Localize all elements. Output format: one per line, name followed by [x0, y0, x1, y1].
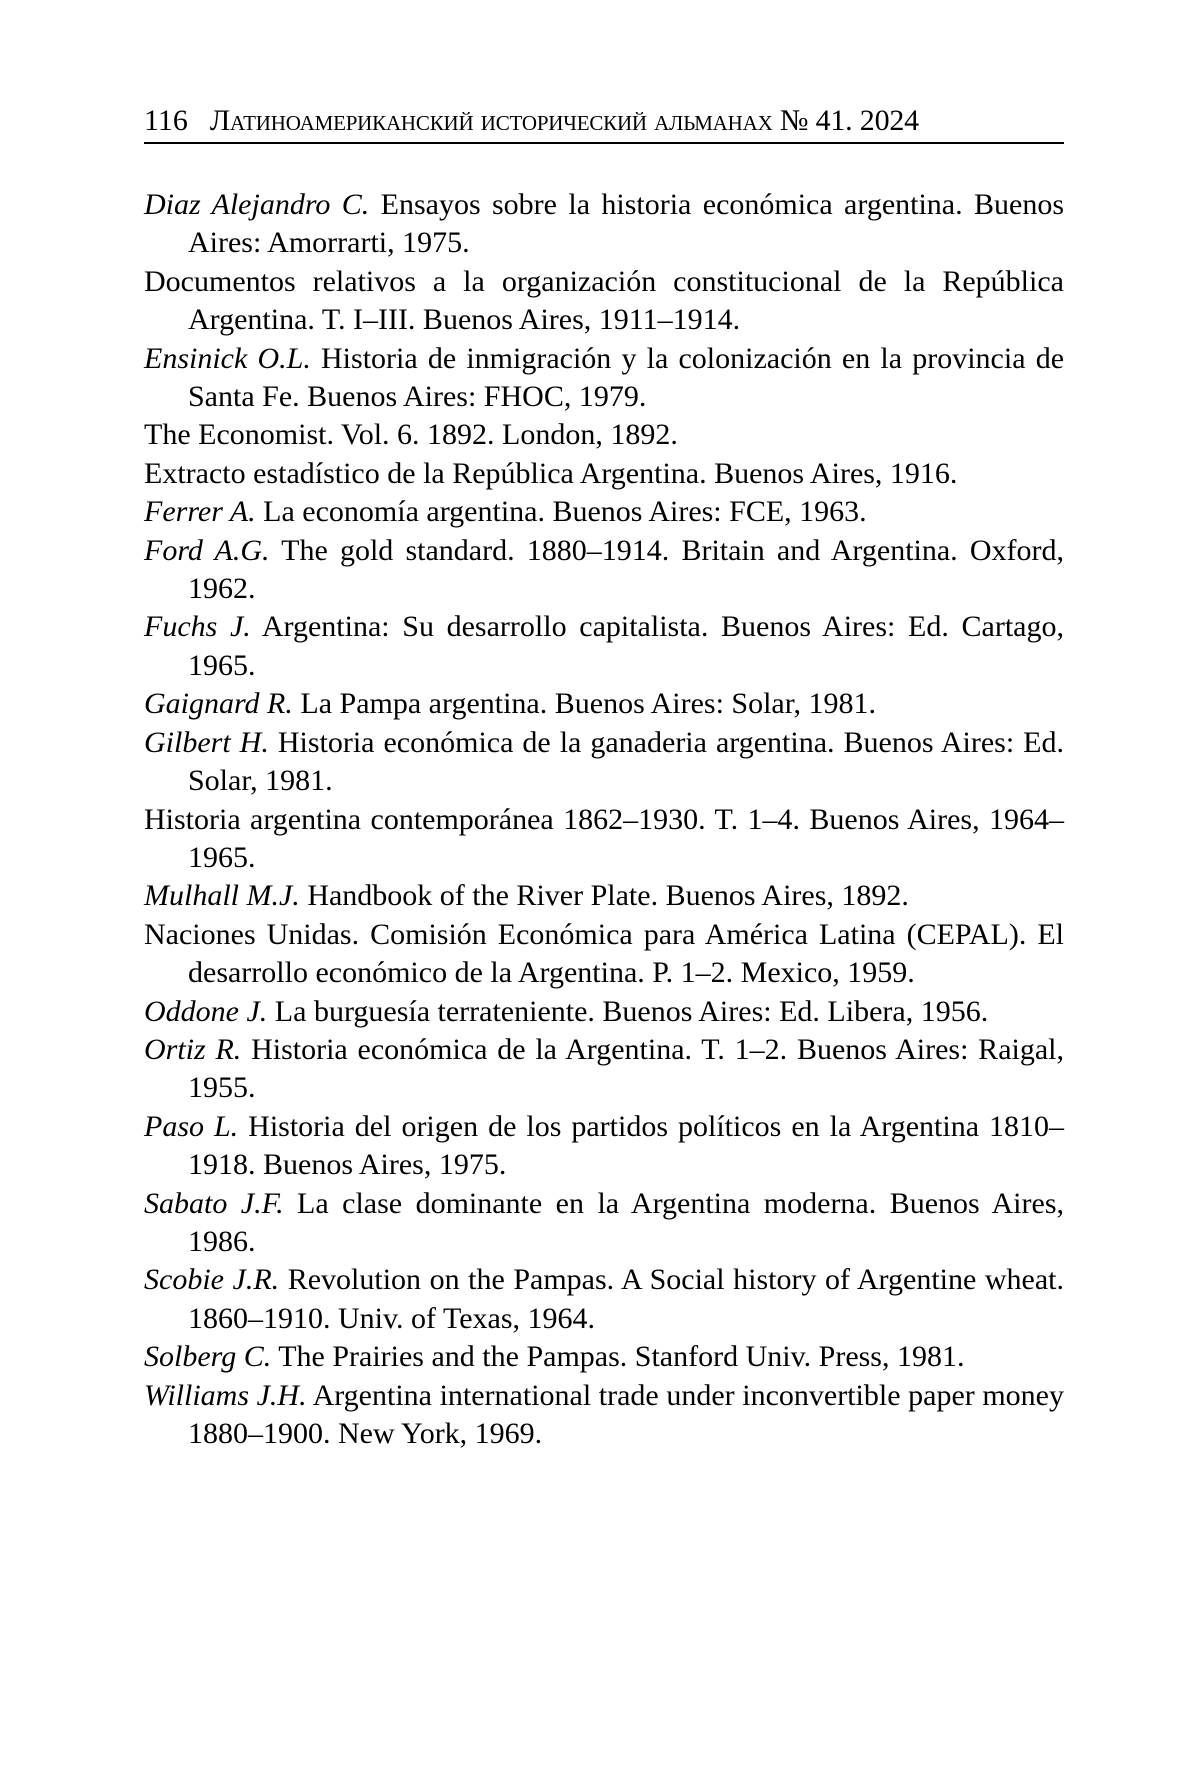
entry-text: The Economist. Vol. 6. 1892. London, 1892.	[144, 418, 678, 452]
entry-author: Ensinick O.L.	[144, 341, 311, 375]
entry-text: Historia de inmigración y la colonización en la provincia de Santa Fe. Buenos Aires: FHOC, 1979.	[188, 341, 1065, 414]
bibliography-entry	[144, 1108, 1064, 1185]
bibliography-entry	[144, 416, 1064, 454]
bibliography-entry	[144, 916, 1064, 993]
bibliography-entry	[144, 1031, 1064, 1108]
entry-text: Argentina: Su desarrollo capitalista. Buenos Aires: Ed. Cartago, 1965.	[188, 610, 1064, 682]
entry-text: The gold standard. 1880–1914. Britain and Argentina. Oxford, 1962.	[188, 533, 1064, 606]
entry-author: Paso L.	[144, 1109, 239, 1143]
entry-author: Sabato J.F.	[144, 1186, 284, 1220]
bibliography-entry	[144, 263, 1064, 340]
entry-author: Fuchs J.	[144, 610, 251, 644]
bibliography-entry	[144, 724, 1064, 801]
entry-author: Scobie J.R.	[144, 1263, 280, 1297]
bibliography-entry	[144, 532, 1064, 609]
entry-text: La economía argentina. Buenos Aires: FCE, 1963.	[263, 495, 867, 529]
entry-author: Ortiz R.	[144, 1032, 242, 1066]
entry-text: Naciones Unidas. Comisión Económica para América Latina (CEPAL). El desarrollo económico de la Argentina. P. 1–2. Mexico, 1959.	[144, 917, 1064, 990]
bibliography-entry	[144, 801, 1064, 878]
bibliography-entry	[144, 1261, 1064, 1338]
entry-text: The Prairies and the Pampas. Stanford Univ. Press, 1981.	[278, 1340, 965, 1374]
bibliography-entry	[144, 455, 1064, 493]
bibliography-entry	[144, 608, 1064, 685]
entry-author: Mulhall M.J.	[144, 879, 300, 913]
bibliography-entry	[144, 993, 1064, 1031]
bibliography-entry	[144, 1338, 1064, 1376]
entry-author: Gaignard R.	[144, 687, 293, 721]
entry-text: Historia económica de la Argentina. T. 1–2. Buenos Aires: Raigal, 1955.	[188, 1032, 1064, 1105]
bibliography-entry	[144, 1185, 1064, 1262]
entry-text: Revolution on the Pampas. A Social history of Argentine wheat. 1860–1910. Univ. of Texas, 1964.	[188, 1263, 1064, 1335]
bibliography-entry	[144, 340, 1064, 417]
entry-text: Handbook of the River Plate. Buenos Aires, 1892.	[307, 879, 909, 913]
entry-text: La Pampa argentina. Buenos Aires: Solar, 1981.	[300, 687, 877, 721]
bibliography-entry	[144, 1377, 1064, 1454]
entry-author: Diaz Alejandro C.	[144, 188, 370, 221]
entry-author: Oddone J.	[144, 994, 268, 1028]
entry-text: La clase dominante en la Argentina moderna. Buenos Aires, 1986.	[188, 1186, 1064, 1258]
entry-text: La burguesía terrateniente. Buenos Aires: Ed. Libera, 1956.	[274, 994, 989, 1028]
entry-author: Solberg C.	[144, 1340, 272, 1374]
entry-text: Ensayos sobre la historia económica argentina. Buenos Aires: Amorrarti, 1975.	[188, 188, 1064, 260]
bibliography-entry	[144, 877, 1064, 915]
bibliography-entry	[144, 186, 1064, 263]
entry-text: Documentos relativos a la organización constitucional de la República Argentina. T. I–III. Buenos Aires, 1911–1914.	[144, 264, 1064, 337]
entry-text: Argentina international trade under inconvertible paper money 1880–1900. New York, 1969.	[188, 1378, 1064, 1450]
entry-text: Historia económica de la ganaderia argentina. Buenos Aires: Ed. Solar, 1981.	[188, 725, 1065, 798]
entry-text: Historia del origen de los partidos políticos en la Argentina 1810–1918. Buenos Aires, 1975.	[188, 1109, 1065, 1182]
entry-text: Extracto estadístico de la República Argentina. Buenos Aires, 1916.	[144, 456, 958, 490]
entry-author: Gilbert H.	[144, 725, 269, 759]
bibliography-list	[144, 186, 1064, 1453]
journal-title: Латиноамериканский исторический альманах № 41. 2024	[209, 104, 919, 137]
entry-author: Ferrer A.	[144, 495, 256, 529]
page-number: 116	[144, 104, 188, 137]
running-header	[144, 104, 1064, 144]
entry-author: Williams J.H.	[144, 1378, 307, 1412]
entry-text: Historia argentina contemporánea 1862–1930. T. 1–4. Buenos Aires, 1964–1965.	[144, 802, 1064, 874]
entry-author: Ford A.G.	[144, 533, 270, 567]
bibliography-entry	[144, 493, 1064, 531]
document-page	[144, 104, 1064, 1453]
bibliography-entry	[144, 685, 1064, 723]
